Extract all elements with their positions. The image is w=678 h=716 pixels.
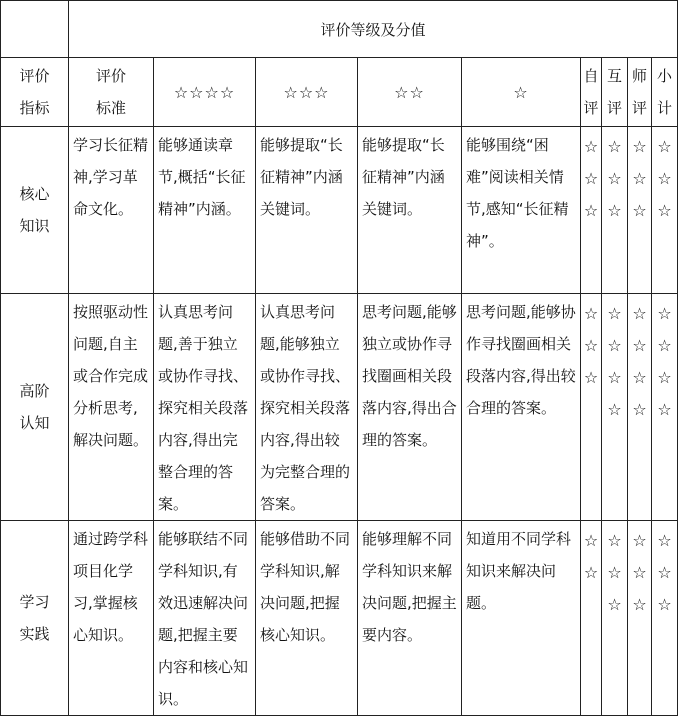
row-level-2: 能够理解不同学科知识来解决问题,把握主要内容。 [358, 521, 462, 716]
row-level-3: 能够借助不同学科知识,解决问题,把握核心知识。 [256, 521, 358, 716]
row-level-3: 能够提取“长征精神”内涵关键词。 [256, 127, 358, 294]
row-level-1: 思考问题,能够协作寻找圈画相关段落内容,得出较合理的答案。 [462, 294, 581, 521]
star-icon[interactable]: ☆ [607, 368, 622, 387]
header-peer-eval: 互 评 [602, 58, 628, 127]
star-icon[interactable]: ☆ [657, 400, 672, 419]
teacher-eval-stars [628, 294, 652, 521]
row-level-3: 认真思考问题,能够独立或协作寻找、探究相关段落内容,得出较为完整合理的答案。 [256, 294, 358, 521]
row-level-4: 能够通读章节,概括“长征精神”内涵。 [154, 127, 256, 294]
star-icon[interactable]: ☆ [632, 336, 647, 355]
teacher-eval-stars [628, 127, 652, 294]
row-category: 核心 知识 [1, 127, 69, 294]
star-icon[interactable]: ☆ [583, 368, 599, 387]
row-level-4: 能够联结不同学科知识,有效迅速解决问题,把握主要内容和核心知识。 [154, 521, 256, 716]
star-icon[interactable]: ☆ [632, 137, 647, 156]
star-icon[interactable]: ☆ [632, 400, 647, 419]
row-category: 学习 实践 [1, 521, 69, 716]
row-standard: 按照驱动性问题,自主或合作完成分析思考,解决问题。 [69, 294, 154, 521]
header-level-1-star: ☆ [462, 58, 581, 127]
star-icon[interactable]: ☆ [607, 336, 622, 355]
star-icon[interactable]: ☆ [657, 563, 672, 582]
table-corner-blank [1, 1, 69, 58]
header-teacher-eval: 师 评 [628, 58, 652, 127]
row-level-1: 能够围绕“困难”阅读相关情节,感知“长征精神”。 [462, 127, 581, 294]
header-level-4-stars: ☆☆☆☆ [154, 58, 256, 127]
header-level-3-stars: ☆☆☆ [256, 58, 358, 127]
table-row [1, 521, 678, 716]
teacher-eval-stars [628, 521, 652, 716]
table-row [1, 294, 678, 521]
header-indicator: 评价 指标 [1, 58, 69, 127]
star-icon[interactable]: ☆ [607, 531, 622, 550]
star-icon[interactable]: ☆ [632, 368, 647, 387]
star-icon[interactable]: ☆ [583, 531, 599, 550]
star-icon[interactable]: ☆ [607, 595, 622, 614]
star-icon[interactable]: ☆ [657, 336, 672, 355]
star-icon[interactable]: ☆ [632, 201, 647, 220]
row-standard: 学习长征精神,学习革命文化。 [69, 127, 154, 294]
row-level-4: 认真思考问题,善于独立或协作寻找、探究相关段落内容,得出完整合理的答案。 [154, 294, 256, 521]
star-icon[interactable]: ☆ [632, 595, 647, 614]
row-standard: 通过跨学科项目化学习,掌握核心知识。 [69, 521, 154, 716]
star-icon[interactable]: ☆ [657, 368, 672, 387]
subtotal-stars [652, 127, 678, 294]
star-icon[interactable]: ☆ [583, 169, 599, 188]
star-icon[interactable]: ☆ [657, 595, 672, 614]
subtotal-stars [652, 294, 678, 521]
star-icon[interactable]: ☆ [657, 201, 672, 220]
star-icon[interactable]: ☆ [657, 304, 672, 323]
star-icon[interactable]: ☆ [632, 169, 647, 188]
peer-eval-stars [602, 127, 628, 294]
star-icon[interactable]: ☆ [583, 304, 599, 323]
header-self-eval: 自 评 [581, 58, 602, 127]
row-level-2: 能够提取“长征精神”内涵关键词。 [358, 127, 462, 294]
table-row [1, 127, 678, 294]
star-icon[interactable]: ☆ [607, 304, 622, 323]
row-level-1: 知道用不同学科知识来解决问题。 [462, 521, 581, 716]
row-category: 高阶 认知 [1, 294, 69, 521]
header-level-2-stars: ☆☆ [358, 58, 462, 127]
peer-eval-stars [602, 521, 628, 716]
star-icon[interactable]: ☆ [583, 336, 599, 355]
star-icon[interactable]: ☆ [607, 137, 622, 156]
header-standard: 评价 标准 [69, 58, 154, 127]
star-icon[interactable]: ☆ [607, 400, 622, 419]
peer-eval-stars [602, 294, 628, 521]
header-subtotal: 小 计 [652, 58, 678, 127]
self-eval-stars [581, 127, 602, 294]
subtotal-stars [652, 521, 678, 716]
star-icon[interactable]: ☆ [632, 563, 647, 582]
star-icon[interactable]: ☆ [657, 137, 672, 156]
star-icon[interactable]: ☆ [632, 531, 647, 550]
star-icon[interactable]: ☆ [632, 304, 647, 323]
star-icon[interactable]: ☆ [583, 137, 599, 156]
row-level-2: 思考问题,能够独立或协作寻找圈画相关段落内容,得出合理的答案。 [358, 294, 462, 521]
star-icon[interactable]: ☆ [657, 169, 672, 188]
star-icon[interactable]: ☆ [583, 201, 599, 220]
self-eval-stars [581, 294, 602, 521]
star-icon[interactable]: ☆ [583, 563, 599, 582]
star-icon[interactable]: ☆ [607, 201, 622, 220]
star-icon[interactable]: ☆ [607, 563, 622, 582]
star-icon[interactable]: ☆ [607, 169, 622, 188]
header-row [1, 58, 678, 127]
self-eval-stars [581, 521, 602, 716]
star-icon[interactable]: ☆ [657, 531, 672, 550]
table-title: 评价等级及分值 [69, 1, 678, 58]
